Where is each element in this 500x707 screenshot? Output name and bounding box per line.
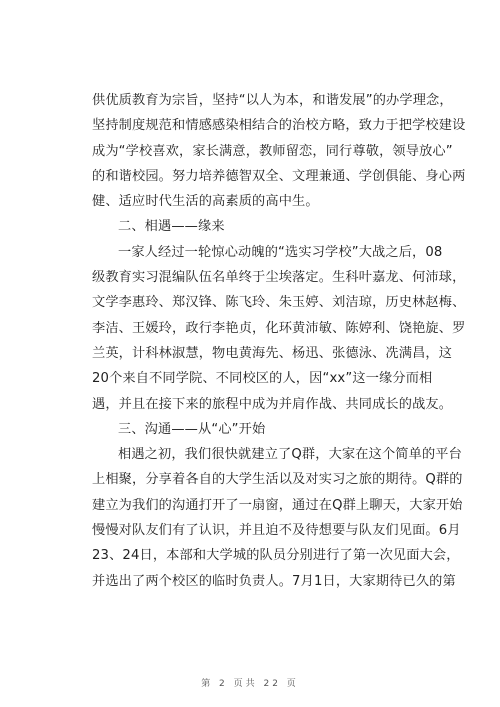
section-heading: 三、沟通——从“心”开始 [118,421,266,437]
page-footer: 第 2 页共 22 页 [201,679,299,689]
text-line: 级教育实习混编队伍名单终于尘埃落定。生科叶嘉龙、何沛球， [92,270,466,286]
text-line: 相遇之初，我们很快就建立了Q群，大家在这个简单的平台 [118,447,462,463]
text-line: 供优质教育为宗旨，坚持“以人为本，和谐发展”的办学理念， [92,93,453,108]
text-line: 文学李惠玲、郑汉锋、陈飞玲、朱玉婷、刘洁琼，历史林赵梅、 [92,295,466,311]
text-line: 的和谐校园。努力培养德智双全、文理兼通、学创俱能、身心两 [92,168,466,184]
text-line: 一家人经过一轮惊心动魄的“选实习学校”大战之后，08 [118,244,443,260]
section-heading: 二、相遇——缘来 [118,219,225,235]
text-line: 健、适应时代生活的高素质的高中生。 [92,194,319,210]
text-line: 20个来自不同学院、不同校区的人，因“xx”这一缘分而相 [92,371,433,387]
text-line: 慢慢对队友们有了认识，并且迫不及待想要与队友们见面。6月 [92,523,461,539]
text-line: 兰英，计科林淑慧，物电黄海先、杨迅、张德泳、冼满昌，这 [92,345,453,361]
text-line: 23、24日，本部和大学城的队员分别进行了第一次见面大会， [92,548,460,564]
document-body [92,88,466,594]
text-line: 遇，并且在接下来的旅程中成为并肩作战、共同成长的战友。 [92,396,453,412]
text-line: 李洁、王媛玲，政行李艳贞，化环黄沛敏、陈婷利、饶艳旋、罗 [92,320,466,336]
text-line: 上相聚，分享着各自的大学生活以及对实习之旅的期待。Q群的 [92,472,463,488]
text-line: 并选出了两个校区的临时负责人。7月1日，大家期待已久的第 [92,573,456,589]
text-line: 建立为我们的沟通打开了一扇窗，通过在Q群上聊天，大家开始 [92,497,463,513]
text-line: 坚持制度规范和情感感染相结合的治校方略，致力于把学校建设 [92,118,466,134]
text-line: 成为“学校喜欢，家长满意，教师留恋，同行尊敬，领导放心” [92,143,453,159]
